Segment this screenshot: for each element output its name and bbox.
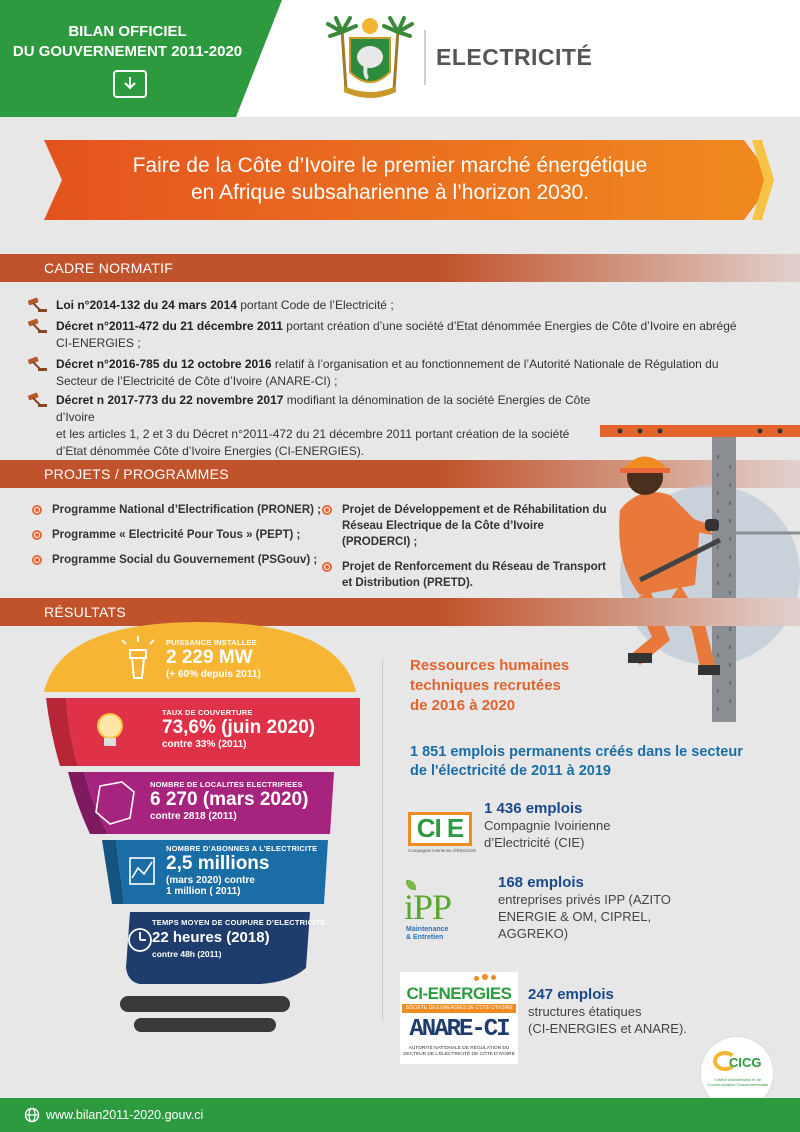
law-3-reference: Décret n°2016-785 du 12 octobre 2016 <box>56 357 272 371</box>
cienergies-logo-text: CI-ENERGIES <box>406 984 512 1003</box>
law-3-text: relatif à l’organisation et au fonctionnement de l’Autorité Nationale de Régulation du <box>271 357 719 371</box>
gavel-icon <box>26 318 48 334</box>
org-desc-line-2: (CI-ENERGIES et ANARE). <box>528 1021 687 1036</box>
org-cie <box>484 800 610 851</box>
stat-localites <box>150 780 308 822</box>
footer-bar <box>0 1098 800 1132</box>
section-title: ELECTRICITÉ <box>436 44 593 70</box>
law-2-text: portant création d’une société d’Etat dénommée Energies de Côte d’Ivoire en abrégé <box>282 319 737 333</box>
project-proner: Programme National d’Electrification (PRONER) ; <box>52 504 322 516</box>
anare-logo-subtitle-1: AUTORITÉ NATIONALE DE RÉGULATION DU <box>408 1046 510 1051</box>
project-proderci-line-1: Projet de Développement et de Réhabilitation du <box>342 504 607 516</box>
org-desc-line-1: Compagnie Ivoirienne <box>484 818 611 833</box>
cicg-logo-subtitle-1: Centre d'Information et de <box>714 1077 762 1082</box>
hr-title-line-3: de 2016 à 2020 <box>410 697 516 714</box>
project-psgouv: Programme Social du Gouvernement (PSGouv) ; <box>52 554 318 566</box>
stat-value: 6 270 (mars 2020) <box>150 789 309 810</box>
website-link[interactable]: www.bilan2011-2020.gouv.ci <box>46 1108 204 1122</box>
bulb-base-stripe <box>134 1018 276 1032</box>
project-pretd <box>342 559 612 591</box>
hr-title-line-1: Ressources humaines <box>410 657 570 674</box>
mission-line-1: Faire de la Côte d’Ivoire le premier marché énergétique <box>132 154 648 177</box>
bullet-icon <box>32 530 42 540</box>
ipp-logo-text: iPP <box>404 887 452 927</box>
ipp-logo-subtitle-1: Maintenance <box>406 926 449 933</box>
law-4-text-cont-2: d’Etat dénommée Côte d’Ivoire Energies (CI-ENERGIES). <box>56 444 365 458</box>
report-title-line-2: DU GOUVERNEMENT 2011-2020 <box>12 43 243 60</box>
ipp-logo <box>404 880 484 944</box>
globe-icon <box>24 1107 40 1123</box>
cienergies-anare-logos <box>400 972 518 1064</box>
law-2-reference: Décret n°2011-472 du 21 décembre 2011 <box>56 319 283 333</box>
jobs-total-line-1: 1 851 emplois permanents créés dans le secteur <box>410 744 743 760</box>
report-title-line-1: BILAN OFFICIEL <box>68 23 187 40</box>
stat-value: 2,5 millions <box>166 853 270 874</box>
download-icon <box>121 75 139 93</box>
bullet-icon <box>322 562 332 572</box>
bullet-icon <box>32 505 42 515</box>
stat-coupure <box>152 918 325 959</box>
stat-label: TEMPS MOYEN DE COUPURE D’ELECTRICITE <box>152 918 326 927</box>
stat-couverture <box>162 708 315 750</box>
section-label-cadre: CADRE NORMATIF <box>44 260 174 276</box>
download-button[interactable] <box>113 70 147 98</box>
org-desc-line-2: d’Electricité (CIE) <box>484 835 585 850</box>
stat-sub-2: 1 million ( 2011) <box>166 886 241 897</box>
gavel-icon <box>26 392 48 408</box>
stat-abonnes <box>166 844 317 897</box>
stat-label: NOMBRE D’ABONNES A L’ELECTRICITE <box>166 844 318 853</box>
header-separator <box>424 30 426 85</box>
section-bar-fade <box>440 254 800 282</box>
law-4-text-cont: et les articles 1, 2 et 3 du Décret n°2011-472 du 21 décembre 2011 portant création de la société <box>56 427 570 441</box>
org-count: 247 emplois <box>528 986 614 1003</box>
section-label-projets: PROJETS / PROGRAMMES <box>44 466 229 482</box>
project-pretd-line-1: Projet de Renforcement du Réseau de Transport <box>342 561 606 573</box>
stat-value: 73,6% (juin 2020) <box>162 717 316 738</box>
cicg-logo-subtitle-2: Communication Gouvernementale <box>707 1082 769 1087</box>
org-desc-line-2: ENERGIE & OM, CIPREL, <box>498 909 652 924</box>
law-1-reference: Loi n°2014-132 du 24 mars 2014 <box>56 298 237 312</box>
hr-title-line-2: techniques recrutées <box>410 677 561 694</box>
coat-of-arms-emblem <box>322 10 418 106</box>
law-4-text: modifiant la dénomination de la société Energies de Côte d’Ivoire <box>56 393 591 424</box>
bulb-base-stripe <box>120 996 290 1012</box>
stat-sub: (+ 60% depuis 2011) <box>166 669 261 680</box>
bullet-icon <box>322 505 332 515</box>
bullet-icon <box>32 555 42 565</box>
law-4-reference: Décret n 2017-773 du 22 novembre 2017 <box>56 393 284 407</box>
project-pretd-line-2: et Distribution (PRETD). <box>342 577 473 589</box>
stat-value: 22 heures (2018) <box>152 929 270 946</box>
jobs-total-line-2: de l'électricité de 2011 à 2019 <box>410 763 611 779</box>
org-desc-line-1: structures étatiques <box>528 1004 642 1019</box>
mission-statement <box>60 152 720 206</box>
org-desc-line-3: AGGREKO) <box>498 926 569 941</box>
org-ipp <box>498 874 671 942</box>
anare-logo-subtitle-2: SECTEUR DE L'ÉLECTRICITÉ DE CÔTE D'IVOIRE <box>403 1052 515 1057</box>
project-proderci <box>342 502 612 550</box>
cie-logo <box>408 812 477 856</box>
stat-sub: contre 2818 (2011) <box>150 811 237 822</box>
project-proderci-line-2: Réseau Electrique de la Côte d’Ivoire <box>342 520 544 532</box>
gavel-icon <box>26 356 48 372</box>
stat-value: 2 229 MW <box>166 647 253 668</box>
cie-logo-text: CI E <box>416 813 464 843</box>
section-bar-fade <box>440 598 800 626</box>
org-etat <box>528 986 687 1037</box>
gavel-icon <box>26 297 48 313</box>
project-pept: Programme « Electricité Pour Tous » (PEPT) ; <box>52 529 301 541</box>
law-item-3 <box>56 356 756 390</box>
org-desc-line-1: entreprises privés IPP (AZITO <box>498 892 671 907</box>
org-count: 1 436 emplois <box>484 800 583 817</box>
project-proderci-line-3: (PRODERCI) ; <box>342 536 418 548</box>
stat-sub: contre 48h (2011) <box>152 949 222 959</box>
section-label-resultats: RÉSULTATS <box>44 604 127 620</box>
report-title <box>0 22 255 62</box>
stat-label: NOMBRE DE LOCALITES ELECTRIFIEES <box>150 780 303 789</box>
stat-sub: contre 33% (2011) <box>162 739 247 750</box>
law-1-text: portant Code de l’Electricité ; <box>236 298 394 312</box>
results-bulb-graphic <box>30 622 370 1032</box>
law-item-2 <box>56 318 756 352</box>
law-2-text-cont: CI-ENERGIES ; <box>56 336 141 350</box>
law-item-4 <box>56 392 616 460</box>
jobs-total <box>410 743 780 781</box>
cienergies-logo-subtitle: SOCIETE DES ENERGIES DE COTE D'IVOIRE <box>402 1004 516 1013</box>
law-3-text-cont: Secteur de l’Electricité de Côte d’Ivoire (ANARE-CI) ; <box>56 374 338 388</box>
law-item-1 <box>56 297 756 314</box>
cie-logo-subtitle: Compagnie Ivoirienne d’Electricité <box>408 848 477 853</box>
stat-puissance <box>166 638 261 680</box>
section-bar-cadre <box>0 254 800 282</box>
cicg-logo-text: CICG <box>729 1055 762 1070</box>
org-count: 168 emplois <box>498 874 584 891</box>
stat-label: TAUX DE COUVERTURE <box>162 708 253 717</box>
dots-icon <box>474 974 506 982</box>
mission-line-2: en Afrique subsaharienne à l’horizon 2030. <box>190 181 590 204</box>
stat-sub: (mars 2020) contre <box>166 875 255 886</box>
anare-logo-text: ANARE-CI <box>409 1016 509 1043</box>
hr-title <box>410 656 670 716</box>
stat-label: PUISSANCE INSTALLEE <box>166 638 257 647</box>
ipp-logo-subtitle-2: & Entretien <box>406 934 444 941</box>
results-divider <box>382 660 383 1020</box>
